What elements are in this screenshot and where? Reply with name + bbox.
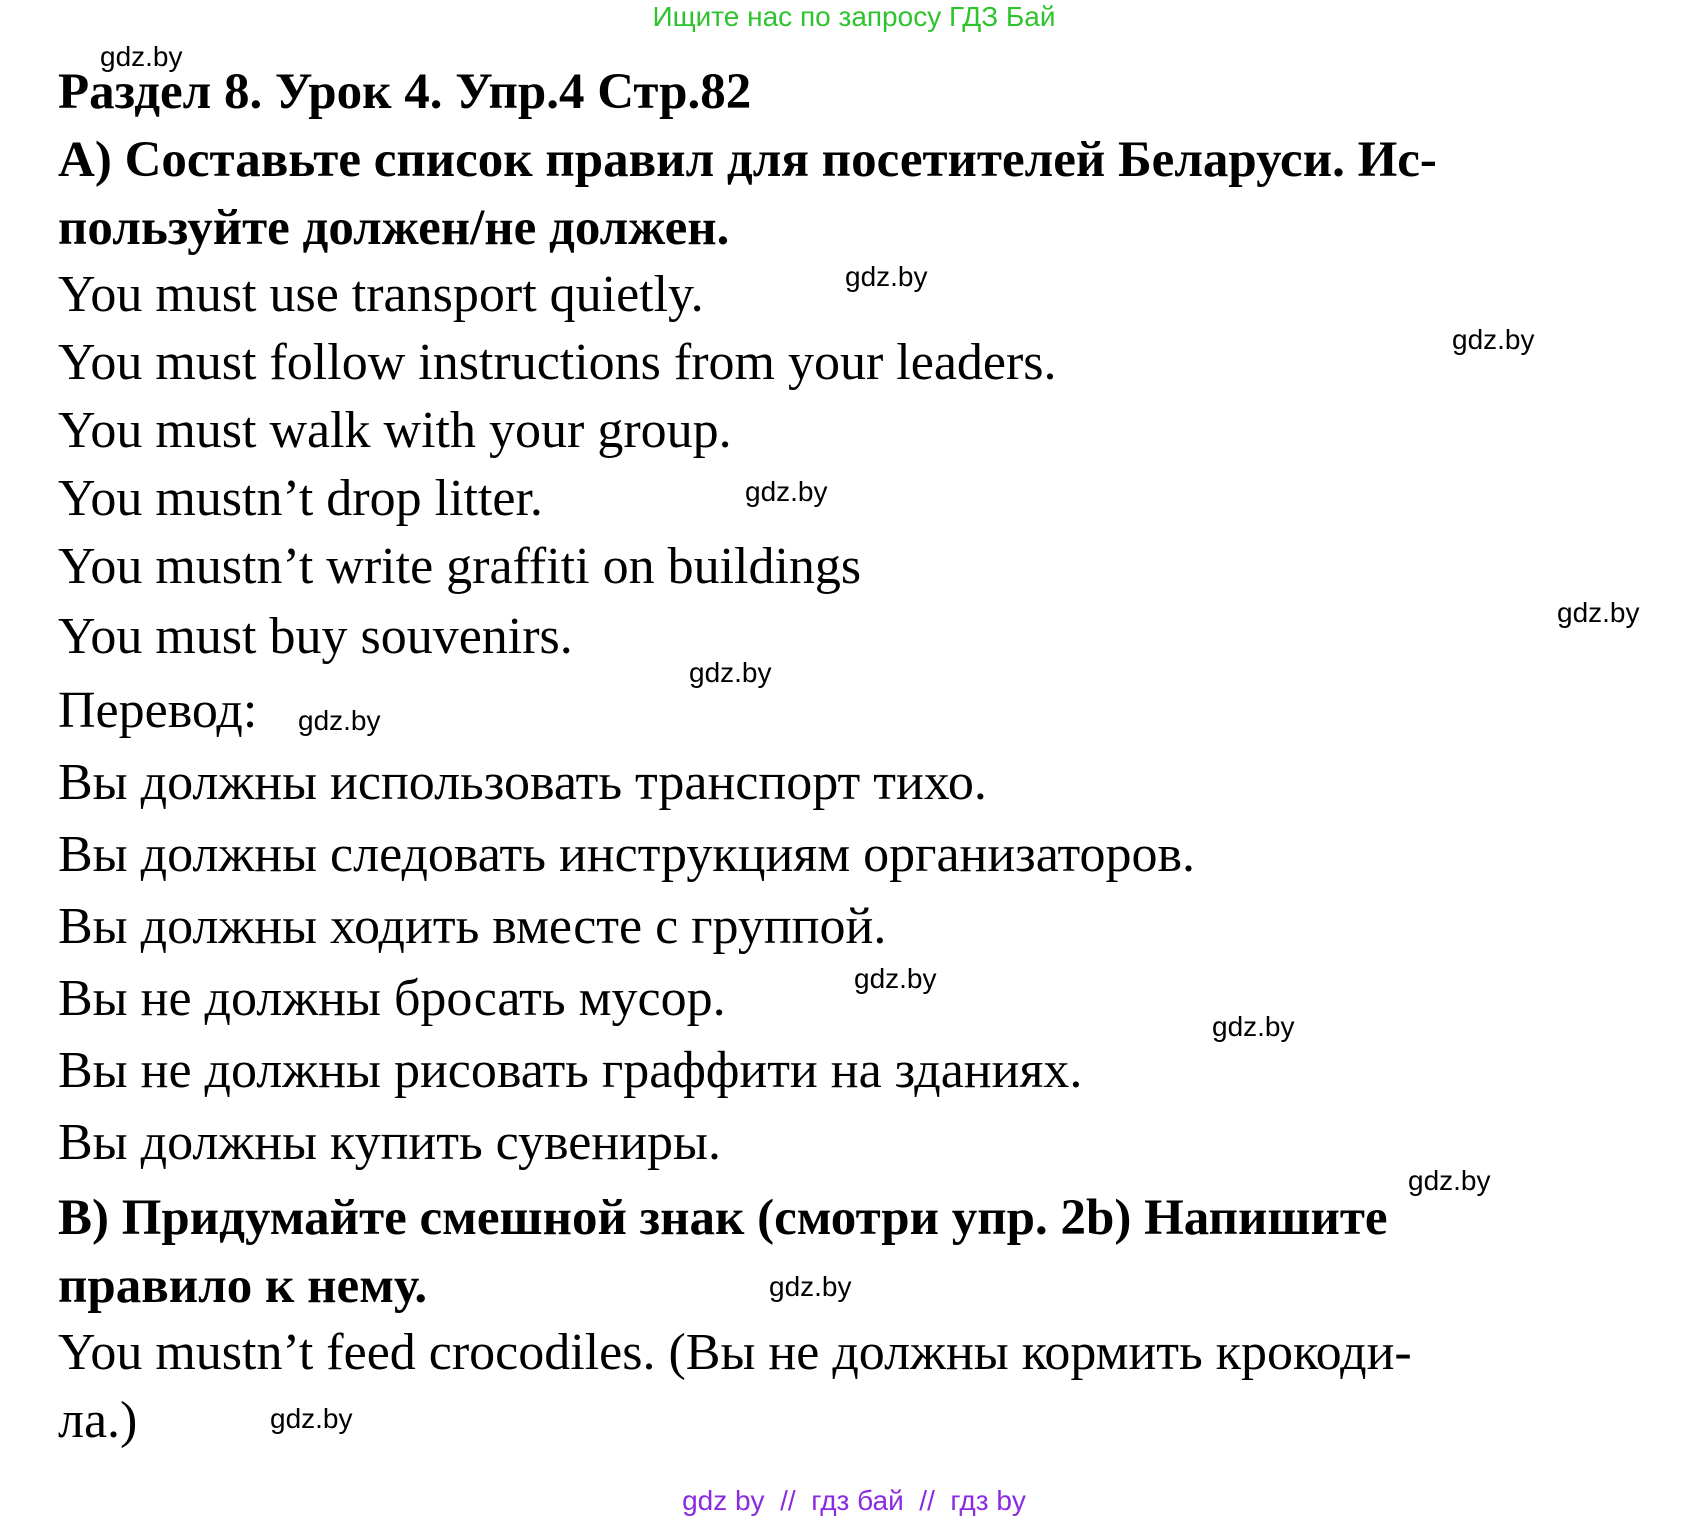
watermark: gdz.by: [270, 1403, 353, 1434]
russian-rule: Вы должны купить сувениры.: [58, 1114, 721, 1171]
watermark: gdz.by: [845, 261, 928, 292]
russian-rule: Вы не должны бросать мусор.: [58, 970, 726, 1027]
watermark: gdz.by: [689, 657, 772, 688]
translation-label: Перевод:: [58, 682, 258, 739]
russian-rule: Вы должны следовать инструкциям организаторов.: [58, 826, 1196, 883]
english-rule: You must use transport quietly.: [58, 266, 704, 323]
russian-rule: Вы не должны рисовать граффити на зданиях.: [58, 1042, 1083, 1099]
watermark: gdz.by: [745, 476, 828, 507]
page-title: Раздел 8. Урок 4. Упр.4 Стр.82: [58, 64, 752, 120]
answer-b-line-2: ла.): [58, 1392, 138, 1449]
task-a-line-2: пользуйте должен/не должен.: [58, 200, 730, 256]
task-a-line-1: А) Составьте список правил для посетителей Беларуси. Ис-: [58, 132, 1437, 188]
watermark: gdz.by: [1212, 1011, 1295, 1042]
watermark: gdz.by: [1452, 324, 1535, 355]
russian-rule: Вы должны ходить вместе с группой.: [58, 898, 887, 955]
footer-links: gdz by // гдз бай // гдз by: [682, 1485, 1026, 1516]
watermark: gdz.by: [1557, 597, 1640, 628]
watermark: gdz.by: [298, 705, 381, 736]
english-rule: You must follow instructions from your leaders.: [58, 334, 1057, 391]
watermark: gdz.by: [854, 963, 937, 994]
answer-b-line-1: You mustn’t feed crocodiles. (Вы не должны кормить крокоди-: [58, 1324, 1412, 1381]
top-banner: Ищите нас по запросу ГДЗ Бай: [652, 1, 1056, 32]
english-rule: You must buy souvenirs.: [58, 608, 573, 665]
english-rule: You mustn’t write graffiti on buildings: [58, 538, 862, 595]
english-rule: You mustn’t drop litter.: [58, 470, 543, 527]
watermark: gdz.by: [769, 1271, 852, 1302]
task-b-line-2: правило к нему.: [58, 1258, 428, 1314]
russian-rule: Вы должны использовать транспорт тихо.: [58, 754, 987, 811]
watermark: gdz.by: [100, 41, 183, 72]
english-rule: You must walk with your group.: [58, 402, 732, 459]
task-b-line-1: B) Придумайте смешной знак (смотри упр. 2b) Напишите: [58, 1190, 1388, 1246]
watermark: gdz.by: [1408, 1165, 1491, 1196]
